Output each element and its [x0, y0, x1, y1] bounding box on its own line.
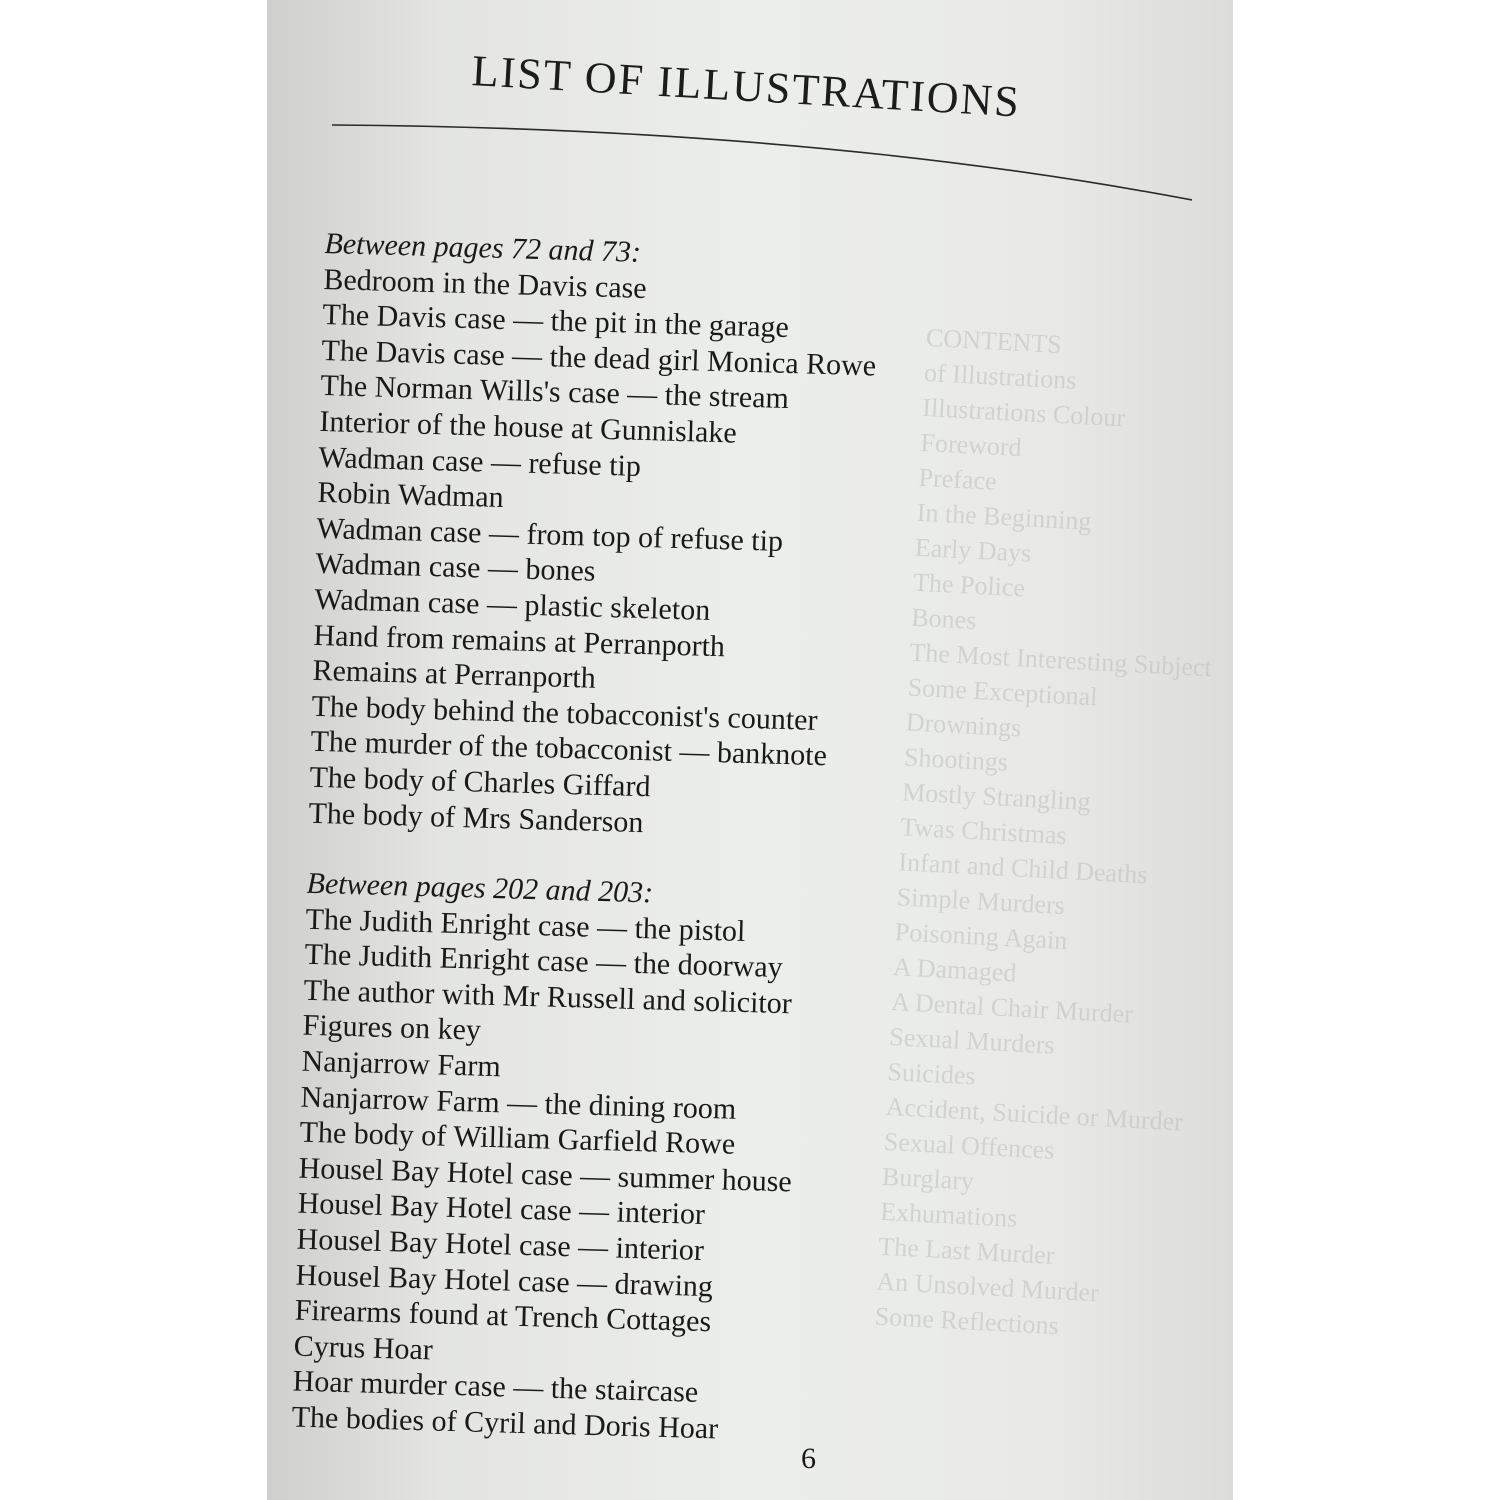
list-item: The body of William Garfield Rowe — [299, 1115, 736, 1162]
list-item: Interior of the house at Gunnislake — [319, 404, 738, 450]
section-pages-202-203 — [291, 866, 1167, 1459]
bleed-through-line: Shootings — [903, 742, 1009, 777]
bleed-through-line: An Unsolved Murder — [875, 1266, 1100, 1308]
list-item: The murder of the tobacconist — banknote — [310, 725, 828, 773]
bleed-through-line: Sexual Offences — [883, 1126, 1056, 1165]
list-item: The Judith Enright case — the doorway — [304, 938, 784, 985]
list-item: Remains at Perranporth — [312, 653, 597, 695]
section-heading: Between pages 72 and 73: — [324, 226, 642, 269]
bleed-through-line: A Damaged — [892, 952, 1018, 988]
list-item: The Judith Enright case — the pistol — [305, 902, 746, 948]
bleed-through-line: Some Reflections — [874, 1301, 1060, 1341]
illustrations-list — [291, 226, 1184, 1459]
list-item: The Norman Wills's case — the stream — [320, 369, 790, 416]
bleed-through-line: Simple Murders — [896, 882, 1066, 920]
title-rule — [332, 118, 1192, 208]
list-item: Wadman case — plastic skeleton — [314, 582, 711, 627]
book-page — [267, 0, 1233, 1500]
bleed-through-line: Twas Christmas — [899, 812, 1068, 850]
bleed-through-line: Preface — [917, 462, 998, 496]
bleed-through-line: Infant and Child Deaths — [897, 847, 1149, 890]
page-title: LIST OF ILLUSTRATIONS — [470, 46, 1023, 127]
page-number: 6 — [801, 1442, 816, 1475]
list-item: Bedroom in the Davis case — [323, 262, 648, 305]
bleed-through-line: Suicides — [886, 1056, 977, 1091]
list-item: Wadman case — refuse tip — [318, 440, 642, 483]
bleed-through-line: A Dental Chair Murder — [890, 987, 1134, 1029]
list-item: Robin Wadman — [317, 476, 505, 515]
section-pages-72-73 — [308, 226, 1185, 855]
section-heading: Between pages 202 and 203: — [306, 866, 654, 910]
bleed-through-line: Illustrations Colour — [921, 392, 1126, 433]
list-item: Housel Bay Hotel case — interior — [297, 1187, 706, 1232]
bleed-through-line: Bones — [910, 602, 978, 635]
bleed-through-line: Early Days — [914, 532, 1032, 568]
list-item: Firearms found at Trench Cottages — [294, 1293, 712, 1339]
bleed-through-line: The Police — [912, 567, 1026, 603]
list-item: The body of Mrs Sanderson — [308, 796, 644, 839]
bleed-through-line: In the Beginning — [916, 497, 1093, 536]
bleed-through-line: The Most Interesting Subject — [908, 637, 1213, 683]
list-item: The body behind the tobacconist's counter — [311, 689, 818, 737]
bleed-through-line: The Last Murder — [877, 1231, 1056, 1270]
bleed-through-line: Foreword — [919, 427, 1023, 463]
list-item: The Davis case — the dead girl Monica Rowe — [321, 333, 877, 383]
list-item: Wadman case — bones — [315, 547, 596, 589]
list-item: Cyrus Hoar — [293, 1329, 434, 1367]
list-item: Nanjarrow Farm — [301, 1044, 502, 1084]
list-item: Housel Bay Hotel case — interior — [296, 1222, 705, 1268]
bleed-through-line: of Illustrations — [923, 357, 1078, 395]
list-item: The bodies of Cyril and Doris Hoar — [291, 1400, 719, 1446]
list-item: The body of Charles Giffard — [309, 760, 651, 804]
bleed-through-line: Burglary — [881, 1161, 975, 1196]
bleed-through-line: Mostly Strangling — [901, 777, 1092, 817]
list-item: Hand from remains at Perranporth — [313, 618, 726, 663]
bleed-through-line: Some Exceptional — [907, 672, 1099, 712]
list-item: The Davis case — the pit in the garage — [322, 298, 790, 345]
list-item: Hoar murder case — the staircase — [292, 1364, 699, 1410]
list-item: Housel Bay Hotel case — summer house — [298, 1151, 793, 1199]
list-item: Figures on key — [302, 1009, 482, 1048]
bleed-through-heading: CONTENTS — [925, 322, 1063, 360]
bleed-through-line: Exhumations — [879, 1196, 1019, 1233]
list-item: Housel Bay Hotel case — drawing — [295, 1258, 714, 1303]
bleed-through-line: Sexual Murders — [888, 1022, 1056, 1060]
bleed-through-line: Accident, Suicide or Murder — [885, 1091, 1184, 1137]
list-item: The author with Mr Russell and solicitor — [303, 973, 793, 1021]
bleed-through-line: Drownings — [905, 707, 1023, 743]
bleed-through-line: Poisoning Again — [894, 917, 1069, 956]
list-item: Nanjarrow Farm — the dining room — [300, 1080, 737, 1126]
list-item: Wadman case — from top of refuse tip — [316, 511, 784, 558]
